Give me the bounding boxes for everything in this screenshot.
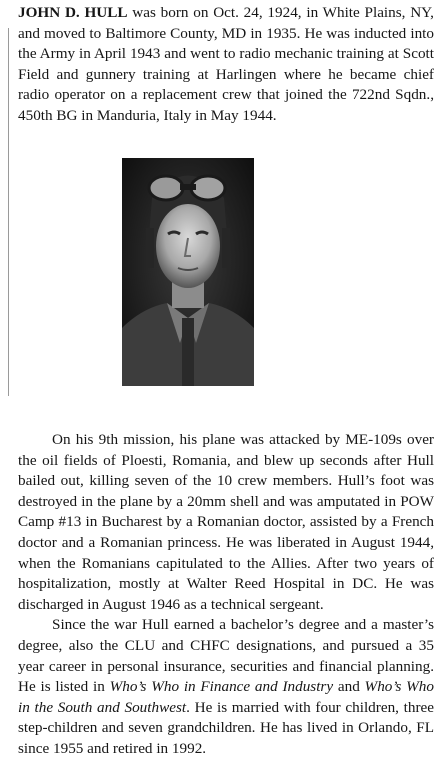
career-text-a: Since the war Hull earned a bachelor’s degree and a master’s degree, also the CLU and CHFC designations, and pursued a 35 year career in personal insurance, securities and financial planning. He is listed in [18, 616, 434, 696]
intro-text: was born on Oct. 24, 1924, in White Plains, NY, and moved to Baltimore County, MD in 1935. He was inducted into the Army in April 1943 and went to radio mechanic training at Scott Field and gunnery training at Harlingen where he became chief radio operator on a replacement crew that joined the 722nd Sqdn., 450th BG in Manduria, Italy in May 1944. [18, 4, 434, 124]
whos-who-finance-title: Who’s Who in Finance and Industry [109, 678, 334, 696]
career-text-b: and [333, 678, 365, 696]
column-rule [8, 28, 9, 396]
career-text-c: . He is married with four children, three step-children and seven grandchildren. He has lived in Orlando, FL since 1955 and retired in 1992. [18, 698, 435, 757]
portrait-photo [122, 158, 254, 386]
subject-name: JOHN D. HULL [18, 4, 128, 21]
intro-paragraph [18, 3, 434, 127]
whos-who-south-title: Who’s Who in the South and Southwest [18, 678, 434, 716]
career-paragraph [18, 615, 434, 759]
body-text [18, 430, 434, 760]
mission-paragraph: On his 9th mission, his plane was attacked by ME-109s over the oil fields of Ploesti, Romania, and blew up seconds after Hull bailed out, killing seven of the 10 crew members. Hull’s foot was destroyed in the plane by a 20mm shell and was amputated in POW Camp #13 in Bucharest by a Romanian doctor, assisted by a French doctor and a Romanian princess. He was liberated in August 1944, when the Romanians capitulated to the Allies. After two years of hospitalization, mostly at Walter Reed Hospital in DC. He was discharged in August 1946 as a technical sergeant. [18, 431, 434, 613]
